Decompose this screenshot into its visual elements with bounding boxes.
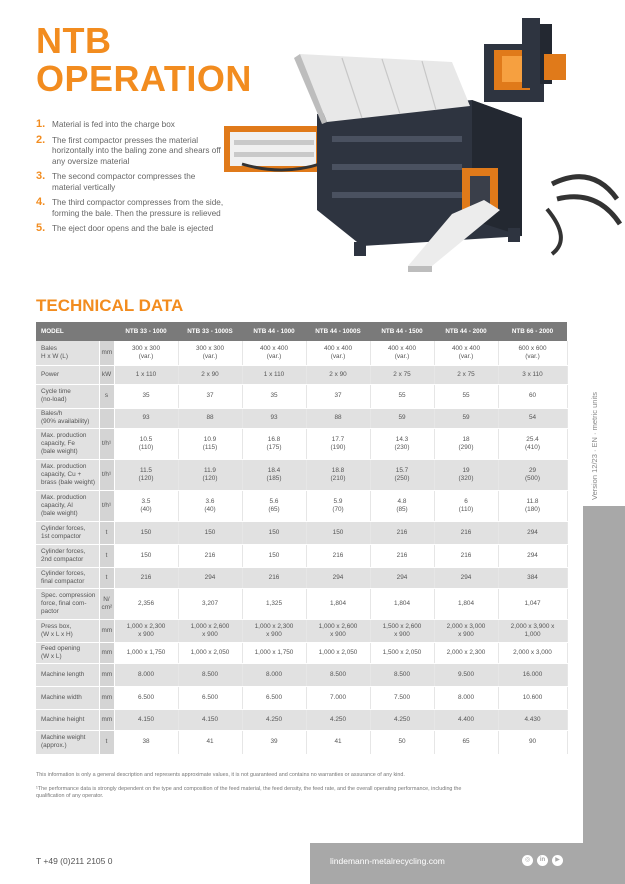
- table-cell: 294: [370, 567, 434, 588]
- side-decor-bar: [583, 506, 625, 884]
- version-label: Version 12/23 · EN · metric units: [590, 392, 599, 500]
- table-cell: 4.150: [114, 709, 178, 730]
- step-number: 5.: [36, 222, 46, 234]
- table-cell: 10.5 (110): [114, 428, 178, 459]
- table-cell: 41: [178, 730, 242, 754]
- table-cell: 8.000: [242, 663, 306, 686]
- table-cell: 400 x 400 (var.): [306, 341, 370, 365]
- table-cell: 93: [242, 408, 306, 428]
- row-label: Cycle time (no-load): [36, 384, 99, 408]
- table-cell: 16.8 (175): [242, 428, 306, 459]
- title-line-2: OPERATION: [36, 58, 252, 99]
- table-cell: 216: [306, 544, 370, 567]
- step-item: [36, 133, 226, 168]
- row-unit: mm: [99, 341, 114, 365]
- website-link[interactable]: lindemann-metalrecycling.com: [330, 856, 445, 866]
- table-cell: 216: [434, 544, 498, 567]
- table-cell: 54: [498, 408, 567, 428]
- table-row: [36, 544, 567, 567]
- performance-footnote: ¹The performance data is strongly dependent on the type and composition of the feed material, the feed density, the feed rate, and the overall operating performance, including the qualification of any operator.: [36, 786, 462, 799]
- table-cell: 88: [306, 408, 370, 428]
- table-cell: 93: [114, 408, 178, 428]
- table-cell: 294: [434, 567, 498, 588]
- table-cell: 1,500 x 2,600 x 900: [370, 619, 434, 642]
- table-cell: 150: [306, 521, 370, 544]
- table-cell: 37: [306, 384, 370, 408]
- row-label: Machine height: [36, 709, 99, 730]
- step-text: The first compactor presses the material horizontally into the baling zone and shears off any oversize material: [52, 135, 221, 166]
- table-cell: 600 x 600 (var.): [498, 341, 567, 365]
- table-cell: 216: [434, 521, 498, 544]
- row-label: Machine length: [36, 663, 99, 686]
- table-cell: 7.000: [306, 686, 370, 709]
- table-cell: 8.000: [434, 686, 498, 709]
- table-cell: 4.400: [434, 709, 498, 730]
- table-cell: 1,000 x 2,600 x 900: [306, 619, 370, 642]
- table-cell: 15.7 (250): [370, 459, 434, 490]
- table-cell: 1,804: [370, 588, 434, 619]
- row-unit: s: [99, 384, 114, 408]
- table-cell: 1,804: [306, 588, 370, 619]
- table-row: [36, 521, 567, 544]
- table-cell: 55: [370, 384, 434, 408]
- row-unit: mm: [99, 709, 114, 730]
- table-row: [36, 730, 567, 754]
- table-cell: 1 x 110: [242, 365, 306, 384]
- table-cell: 150: [242, 544, 306, 567]
- row-unit: mm: [99, 619, 114, 642]
- table-cell: 18.8 (210): [306, 459, 370, 490]
- table-cell: 9.500: [434, 663, 498, 686]
- table-cell: 19 (320): [434, 459, 498, 490]
- table-cell: 400 x 400 (var.): [370, 341, 434, 365]
- table-cell: 294: [306, 567, 370, 588]
- table-cell: 5.6 (65): [242, 490, 306, 521]
- table-cell: 1 x 110: [114, 365, 178, 384]
- row-unit: t: [99, 567, 114, 588]
- table-cell: 4.8 (85): [370, 490, 434, 521]
- table-cell: 11.9 (120): [178, 459, 242, 490]
- table-cell: 1,325: [242, 588, 306, 619]
- column-header-model-name: NTB 44 - 1500: [370, 322, 434, 341]
- table-cell: 16.000: [498, 663, 567, 686]
- table-row: [36, 384, 567, 408]
- table-row: [36, 459, 567, 490]
- table-cell: 35: [242, 384, 306, 408]
- phone-number: T +49 (0)211 2105 0: [36, 856, 113, 866]
- step-number: 1.: [36, 118, 46, 130]
- table-cell: 216: [370, 521, 434, 544]
- table-cell: 90: [498, 730, 567, 754]
- table-cell: 1,000 x 2,300 x 900: [242, 619, 306, 642]
- table-cell: 1,000 x 2,600 x 900: [178, 619, 242, 642]
- column-header-unit: [99, 322, 114, 341]
- table-cell: 3 x 110: [498, 365, 567, 384]
- table-cell: 60: [498, 384, 567, 408]
- table-cell: 2 x 90: [306, 365, 370, 384]
- table-cell: 1,000 x 2,050: [178, 642, 242, 663]
- table-cell: 1,000 x 1,750: [114, 642, 178, 663]
- row-label: Feed opening (W x L): [36, 642, 99, 663]
- row-unit: N/ cm²: [99, 588, 114, 619]
- table-cell: 300 x 300 (var.): [114, 341, 178, 365]
- row-label: Cylinder forces, final compactor: [36, 567, 99, 588]
- table-cell: 50: [370, 730, 434, 754]
- section-title: TECHNICAL DATA: [36, 296, 184, 315]
- table-cell: 35: [114, 384, 178, 408]
- step-text: The second compactor compresses the material vertically: [52, 172, 196, 192]
- table-row: [36, 588, 567, 619]
- column-header-model-name: NTB 33 - 1000S: [178, 322, 242, 341]
- column-header-model: MODEL: [36, 322, 99, 341]
- table-row: [36, 686, 567, 709]
- table-cell: 150: [178, 521, 242, 544]
- table-cell: 3.5 (40): [114, 490, 178, 521]
- instagram-icon[interactable]: ◎: [522, 855, 533, 866]
- row-label: Max. production capacity, Al (bale weight): [36, 490, 99, 521]
- table-cell: 6.500: [242, 686, 306, 709]
- table-cell: 150: [114, 521, 178, 544]
- row-label: Max. production capacity, Cu + brass (bale weight): [36, 459, 99, 490]
- table-cell: 400 x 400 (var.): [434, 341, 498, 365]
- table-cell: 2,356: [114, 588, 178, 619]
- row-label: Cylinder forces, 1st compactor: [36, 521, 99, 544]
- operation-steps: [36, 120, 226, 240]
- table-cell: 59: [370, 408, 434, 428]
- row-unit: mm: [99, 686, 114, 709]
- table-cell: 5.9 (70): [306, 490, 370, 521]
- table-cell: 4.250: [306, 709, 370, 730]
- table-cell: 2,000 x 3,000 x 900: [434, 619, 498, 642]
- row-unit: mm: [99, 663, 114, 686]
- table-row: [36, 341, 567, 365]
- table-cell: 216: [114, 567, 178, 588]
- table-cell: 384: [498, 567, 567, 588]
- disclaimer-text: This information is only a general description and represents approximate values, it is not guaranteed and contains no warranties or assurance of any kind.: [36, 772, 405, 778]
- table-cell: 4.250: [370, 709, 434, 730]
- row-unit: [99, 408, 114, 428]
- table-row: [36, 619, 567, 642]
- table-row: [36, 567, 567, 588]
- row-unit: mm: [99, 642, 114, 663]
- row-unit: t: [99, 544, 114, 567]
- table-cell: 216: [178, 544, 242, 567]
- table-cell: 39: [242, 730, 306, 754]
- table-cell: 3.6 (40): [178, 490, 242, 521]
- step-item: [36, 172, 226, 193]
- youtube-icon[interactable]: ▶: [552, 855, 563, 866]
- row-label: Power: [36, 365, 99, 384]
- title-line-1: NTB: [36, 20, 112, 61]
- table-cell: 1,000 x 2,050: [306, 642, 370, 663]
- table-cell: 294: [498, 544, 567, 567]
- row-label: Press box, (W x L x H): [36, 619, 99, 642]
- row-label: Max. production capacity, Fe (bale weight): [36, 428, 99, 459]
- table-row: [36, 709, 567, 730]
- table-cell: 150: [114, 544, 178, 567]
- step-item: [36, 120, 226, 131]
- table-header-row: [36, 322, 567, 341]
- row-unit: kW: [99, 365, 114, 384]
- step-number: 4.: [36, 196, 46, 208]
- table-cell: 4.250: [242, 709, 306, 730]
- table-cell: 294: [498, 521, 567, 544]
- table-cell: 6.500: [178, 686, 242, 709]
- table-row: [36, 428, 567, 459]
- step-number: 2.: [36, 133, 46, 146]
- table-cell: 1,500 x 2,050: [370, 642, 434, 663]
- step-item: [36, 224, 226, 235]
- table-body: [36, 341, 567, 754]
- table-cell: 1,000 x 1,750: [242, 642, 306, 663]
- table-cell: 11.8 (180): [498, 490, 567, 521]
- table-cell: 300 x 300 (var.): [178, 341, 242, 365]
- row-unit: t/h¹: [99, 490, 114, 521]
- column-header-model-name: NTB 44 - 2000: [434, 322, 498, 341]
- table-cell: 18 (290): [434, 428, 498, 459]
- table-cell: 1,804: [434, 588, 498, 619]
- row-label: Machine width: [36, 686, 99, 709]
- table-cell: 2 x 75: [434, 365, 498, 384]
- table-cell: 2 x 75: [370, 365, 434, 384]
- table-cell: 38: [114, 730, 178, 754]
- table-cell: 18.4 (185): [242, 459, 306, 490]
- table-cell: 65: [434, 730, 498, 754]
- table-cell: 4.430: [498, 709, 567, 730]
- table-cell: 1,000 x 2,300 x 900: [114, 619, 178, 642]
- table-cell: 2,000 x 3,900 x 1,000: [498, 619, 567, 642]
- table-cell: 14.3 (230): [370, 428, 434, 459]
- table-cell: 4.150: [178, 709, 242, 730]
- row-unit: t/h¹: [99, 459, 114, 490]
- table-cell: 41: [306, 730, 370, 754]
- table-row: [36, 490, 567, 521]
- table-cell: 29 (500): [498, 459, 567, 490]
- row-unit: t: [99, 521, 114, 544]
- step-number: 3.: [36, 170, 46, 182]
- step-text: The third compactor compresses from the side, forming the bale. Then the pressure is relieved: [52, 198, 224, 218]
- table-row: [36, 365, 567, 384]
- table-cell: 3,207: [178, 588, 242, 619]
- table-cell: 2,000 x 2,300: [434, 642, 498, 663]
- row-label: Bales H x W (L): [36, 341, 99, 365]
- table-cell: 11.5 (120): [114, 459, 178, 490]
- table-cell: 216: [242, 567, 306, 588]
- table-cell: 1,047: [498, 588, 567, 619]
- table-cell: 294: [178, 567, 242, 588]
- table-cell: 400 x 400 (var.): [242, 341, 306, 365]
- page-title: [36, 22, 252, 98]
- table-cell: 37: [178, 384, 242, 408]
- column-header-model-name: NTB 44 - 1000: [242, 322, 306, 341]
- table-cell: 2,000 x 3,000: [498, 642, 567, 663]
- linkedin-icon[interactable]: in: [537, 855, 548, 866]
- baler-machine-illustration: [222, 14, 622, 276]
- step-item: [36, 198, 226, 219]
- table-cell: 88: [178, 408, 242, 428]
- column-header-model-name: NTB 66 - 2000: [498, 322, 567, 341]
- table-cell: 8.500: [178, 663, 242, 686]
- step-text: The eject door opens and the bale is ejected: [52, 224, 214, 233]
- table-cell: 216: [370, 544, 434, 567]
- table-cell: 17.7 (190): [306, 428, 370, 459]
- column-header-model-name: NTB 44 - 1000S: [306, 322, 370, 341]
- step-text: Material is fed into the charge box: [52, 120, 175, 129]
- table-cell: 59: [434, 408, 498, 428]
- table-cell: 8.500: [370, 663, 434, 686]
- table-cell: 10.9 (115): [178, 428, 242, 459]
- row-label: Machine weight (approx.): [36, 730, 99, 754]
- row-label: Bales/h (90% availability): [36, 408, 99, 428]
- table-cell: 150: [242, 521, 306, 544]
- row-unit: t/h¹: [99, 428, 114, 459]
- table-cell: 7.500: [370, 686, 434, 709]
- table-row: [36, 663, 567, 686]
- column-header-model-name: NTB 33 - 1000: [114, 322, 178, 341]
- table-cell: 8.500: [306, 663, 370, 686]
- table-row: [36, 408, 567, 428]
- table-row: [36, 642, 567, 663]
- technical-data-table: [36, 322, 568, 755]
- table-cell: 6.500: [114, 686, 178, 709]
- table-cell: 10.600: [498, 686, 567, 709]
- table-cell: 6 (110): [434, 490, 498, 521]
- row-label: Spec. compression force, final com- pactor: [36, 588, 99, 619]
- table-cell: 25.4 (410): [498, 428, 567, 459]
- row-unit: t: [99, 730, 114, 754]
- row-label: Cylinder forces, 2nd compactor: [36, 544, 99, 567]
- table-cell: 2 x 90: [178, 365, 242, 384]
- table-cell: 8.000: [114, 663, 178, 686]
- table-cell: 55: [434, 384, 498, 408]
